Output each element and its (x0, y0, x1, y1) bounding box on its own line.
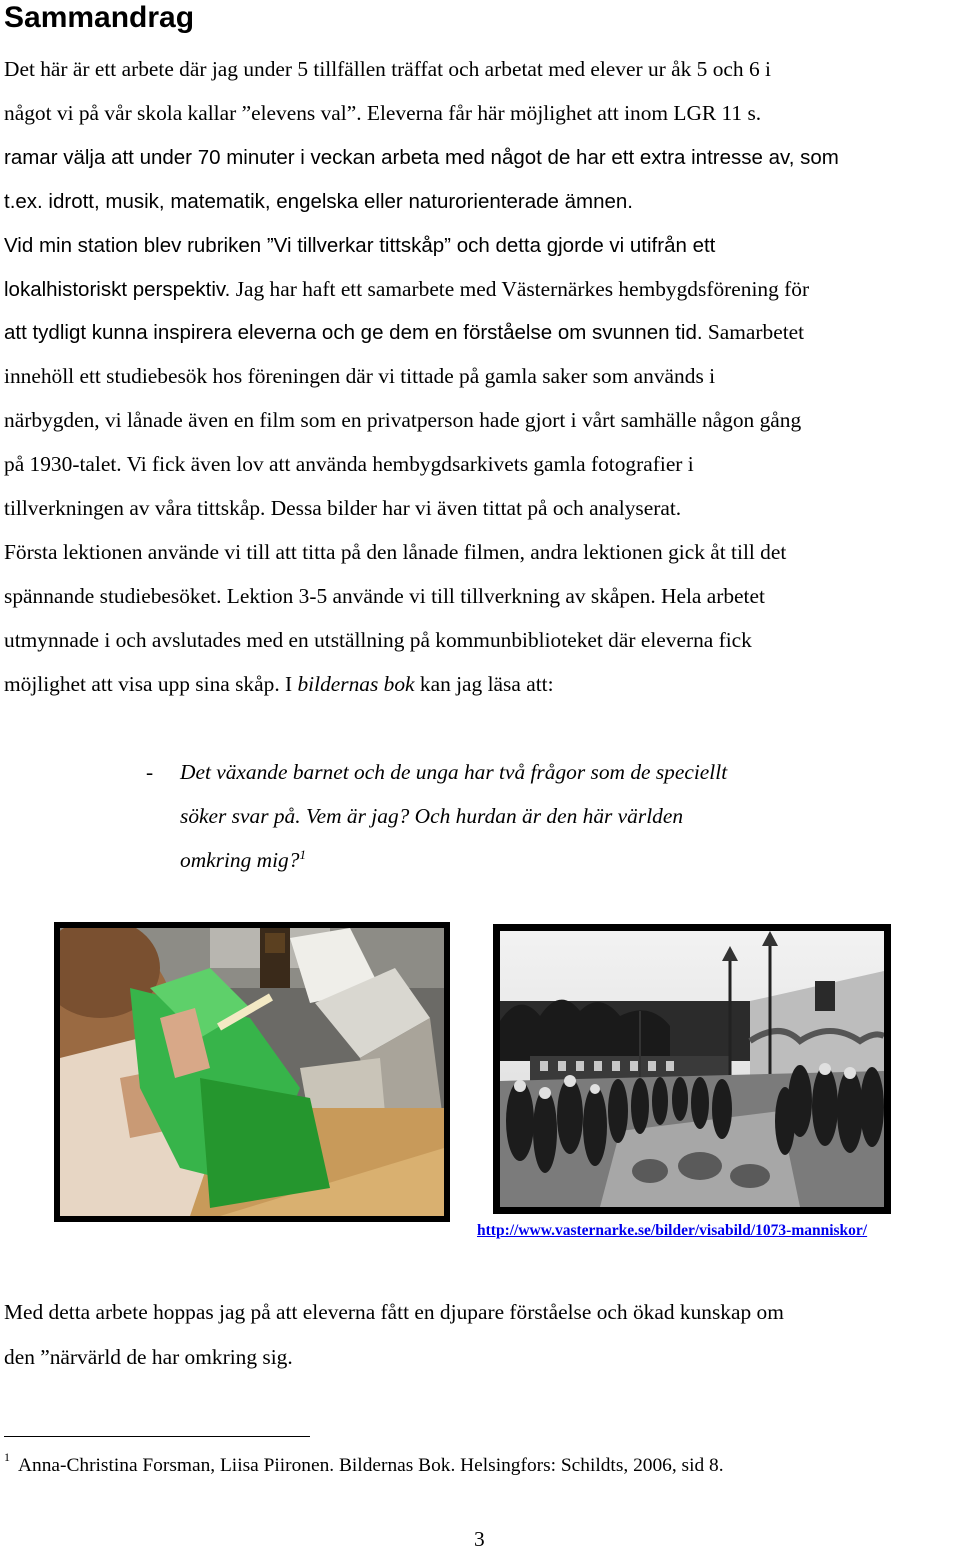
summary-line (4, 487, 960, 531)
student-crafting-peep-box-photo (54, 922, 450, 1222)
summary-text-segment: kan jag läsa att: (414, 671, 554, 696)
summary-text-segment: t.ex. idrott, musik, matematik, engelska eller naturorienterade ämnen. (4, 189, 633, 213)
summary-line (4, 224, 960, 268)
quote-line-text: omkring mig? (180, 848, 300, 872)
summary-text-segment: lokalhistoriskt perspektiv. (4, 277, 231, 301)
summary-paragraph (4, 48, 960, 707)
summary-line (4, 355, 960, 399)
summary-text-segment: tillverkningen av våra tittskåp. Dessa bilder har vi även tittat på och analyserat. (4, 496, 682, 521)
summary-line (4, 136, 960, 180)
summary-text-segment: Vid min station blev rubriken ”Vi tillverkar tittskåp” och detta gjorde vi utifrån ett (4, 233, 716, 257)
footnote-number: 1 (4, 1450, 10, 1464)
quote-dash: - (146, 760, 154, 784)
summary-text-segment: något vi på vår skola kallar ”elevens val”. Eleverna får här möjlighet att inom LGR 11 s. (4, 100, 762, 125)
summary-line (4, 48, 960, 92)
summary-text-segment: Första lektionen använde vi till att titta på den lånade filmen, andra lektionen gick åt till det (4, 539, 787, 564)
photo-credit-link[interactable]: http://www.vasternarke.se/bilder/visabild/1073-manniskor/ (477, 1222, 868, 1239)
summary-text-segment: möjlighet att visa upp sina skåp. I (4, 671, 298, 696)
summary-text-segment: Det här är ett arbete där jag under 5 tillfällen träffat och arbetat med elever ur åk 5 och 6 i (4, 57, 771, 81)
summary-line (4, 311, 960, 355)
footnote-text: Anna-Christina Forsman, Liisa Piironen. Bildernas Bok. Helsingfors: Schildts, 2006, sid 8. (18, 1455, 724, 1476)
summary-text-segment: Samarbetet (702, 320, 805, 345)
summary-text-segment: närbygden, vi lånade även en film som en privatperson hade gjort i vårt samhälle någon gång (4, 408, 802, 433)
conclusion-paragraph (4, 1290, 784, 1379)
summary-text-segment: bildernas bok (297, 671, 415, 696)
section-heading: Sammandrag (4, 1, 195, 34)
conclusion-line: Med detta arbete hoppas jag på att eleverna fått en djupare förståelse och ökad kunskap om (4, 1300, 784, 1324)
summary-text-segment: Jag har haft ett samarbete med Västernärkes hembygdsförening för (230, 276, 810, 301)
summary-line (4, 92, 960, 136)
quote-text (180, 750, 906, 882)
summary-line (4, 268, 960, 312)
summary-line (4, 399, 960, 443)
student-photo-illustration (60, 928, 444, 1216)
summary-line (4, 180, 960, 224)
footnote (4, 1452, 724, 1480)
summary-text-segment: att tydligt kunna inspirera eleverna och ge dem en förståelse om svunnen tid. (4, 321, 703, 345)
summary-line (4, 531, 960, 575)
historic-train-station-crowd-photo (493, 924, 891, 1214)
summary-text-segment: ramar välja att under 70 minuter i veckan arbeta med något de har ett extra intresse av, som (4, 145, 839, 169)
summary-text-segment: innehöll ett studiebesök hos föreningen där vi tittade på gamla saker som används i (4, 364, 716, 389)
quote-line: söker svar på. Vem är jag? Och hurdan är den här världen (180, 804, 684, 828)
summary-text-segment: utmynnade i och avslutades med en utställning på kommunbiblioteket där eleverna fick (4, 627, 752, 652)
quote-line: Det växande barnet och de unga har två frågor som de speciellt (180, 760, 728, 784)
summary-line (4, 663, 960, 707)
quote-line (180, 838, 906, 882)
summary-line (4, 443, 960, 487)
summary-text-segment: spännande studiebesöket. Lektion 3-5 använde vi till tillverkning av skåpen. Hela arbetet (4, 583, 765, 608)
page-number: 3 (474, 1527, 485, 1551)
summary-line (4, 619, 960, 663)
footnote-divider (4, 1436, 310, 1437)
footnote-reference[interactable]: 1 (299, 847, 306, 862)
summary-line (4, 575, 960, 619)
historic-photo-illustration (500, 931, 884, 1207)
block-quote (146, 750, 906, 882)
conclusion-line: den ”närvärld de har omkring sig. (4, 1344, 293, 1369)
summary-text-segment: på 1930-talet. Vi fick även lov att använda hembygdsarkivets gamla fotografier i (4, 452, 694, 477)
